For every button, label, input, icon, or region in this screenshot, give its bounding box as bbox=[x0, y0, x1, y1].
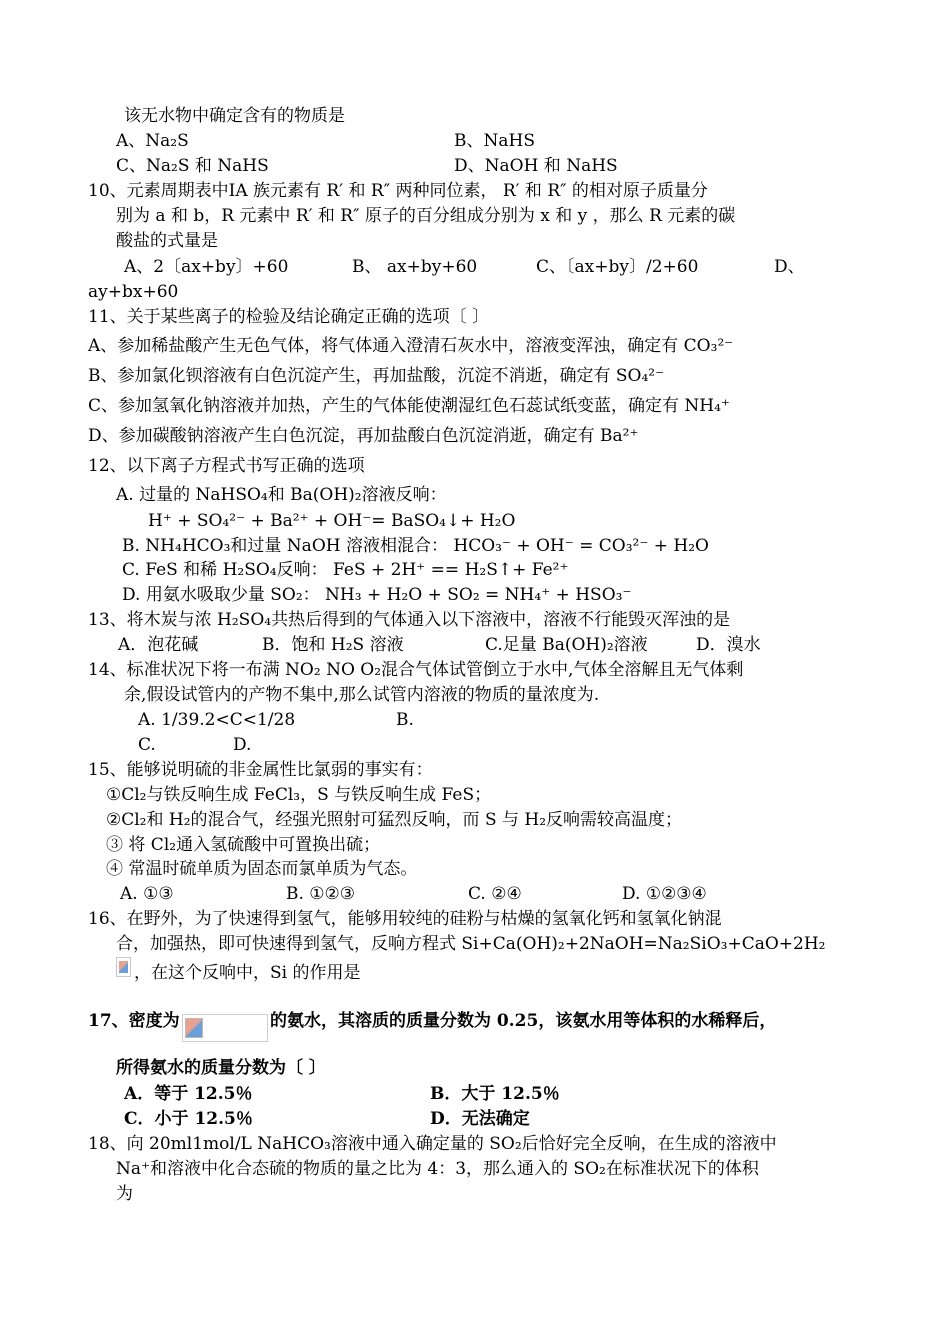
q9-option-a: A、Na₂S bbox=[116, 131, 189, 151]
q12-option-d: D. 用氨水吸取少量 SO₂： NH₃ + H₂O + SO₂ = NH₄⁺ + HSO₃⁻ bbox=[122, 585, 632, 605]
missing-formula-image bbox=[182, 1014, 268, 1042]
q10-option-d-label: D、 bbox=[774, 257, 805, 277]
q10-option-c: C、〔ax+by〕/2+60 bbox=[536, 257, 699, 277]
q17-option-c: C．小于 12.5％ bbox=[124, 1109, 253, 1129]
q15-fact-1: ①Cl₂与铁反响生成 FeCl₃，S 与铁反响生成 FeS； bbox=[106, 785, 492, 805]
q13-option-c: C.足量 Ba(OH)₂溶液 bbox=[485, 635, 648, 655]
q12-option-a: A. 过量的 NaHSO₄和 Ba(OH)₂溶液反响： bbox=[116, 485, 447, 505]
q16-stem-line-2: 合，加强热，即可快速得到氢气，反响方程式 Si+Ca(OH)₂+2NaOH=Na₂SiO₃+CaO+2H₂ bbox=[116, 934, 826, 954]
q14-option-c: C. bbox=[138, 735, 156, 755]
q15-option-a: A. ①③ bbox=[120, 884, 174, 904]
q15-option-d: D. ①②③④ bbox=[622, 884, 707, 904]
q13-option-b: B．饱和 H₂S 溶液 bbox=[262, 635, 404, 655]
q15-stem: 15、能够说明硫的非金属性比氯弱的事实有： bbox=[88, 760, 433, 780]
q11-option-c: C、参加氢氧化钠溶液并加热，产生的气体能使潮湿红色石蕊试纸变蓝，确定有 NH₄⁺ bbox=[88, 396, 730, 416]
q16-stem-line-1: 16、在野外，为了快速得到氢气，能够用较纯的硅粉与枯燥的氢氧化钙和氢氧化钠混 bbox=[88, 909, 722, 929]
q10-option-b: B、 ax+by+60 bbox=[352, 257, 478, 277]
q12-option-c: C. FeS 和稀 H₂SO₄反响： FeS + 2H⁺ == H₂S↑+ Fe²⁺ bbox=[122, 560, 569, 580]
q9-option-c: C、Na₂S 和 NaHS bbox=[116, 156, 269, 176]
q16-stem-line-3: ，在这个反响中，Si 的作用是 bbox=[134, 963, 361, 983]
q11-option-d: D、参加碳酸钠溶液产生白色沉淀，再加盐酸白色沉淀消逝，确定有 Ba²⁺ bbox=[88, 426, 639, 446]
q15-option-c: C. ②④ bbox=[468, 884, 522, 904]
q17-option-a: A．等于 12.5％ bbox=[124, 1084, 253, 1104]
q13-stem: 13、将木炭与浓 H₂SO₄共热后得到的气体通入以下溶液中，溶液不行能毁灭浑浊的是 bbox=[88, 610, 731, 630]
q15-fact-2: ②Cl₂和 H₂的混合气，经强光照射可猛烈反响，而 S 与 H₂反响需较高温度； bbox=[106, 810, 683, 830]
q11-option-b: B、参加氯化钡溶液有白色沉淀产生，再加盐酸，沉淀不消逝，确定有 SO₄²⁻ bbox=[88, 366, 665, 386]
q12-option-b: B. NH₄HCO₃和过量 NaOH 溶液相混合： HCO₃⁻ + OH⁻ = CO₃²⁻ + H₂O bbox=[122, 536, 709, 556]
q17-stem-line-2: 所得氨水的质量分数为〔 〕 bbox=[116, 1058, 326, 1078]
q10-option-a: A、2〔ax+by〕+60 bbox=[124, 257, 289, 277]
q10-option-d-value: ay+bx+60 bbox=[88, 282, 179, 302]
broken-image-icon bbox=[185, 1018, 203, 1038]
q17-option-d: D．无法确定 bbox=[430, 1109, 530, 1129]
q17-option-b: B．大于 12.5％ bbox=[430, 1084, 560, 1104]
q14-stem-line-2: 余,假设试管内的产物不集中,那么试管内溶液的物质的量浓度为. bbox=[124, 685, 600, 705]
q13-option-d: D．溴水 bbox=[696, 635, 761, 655]
q13-option-a: A．泡花碱 bbox=[118, 635, 199, 655]
q18-stem-line-1: 18、向 20ml1mol/L NaHCO₃溶液中通入确定量的 SO₂后恰好完全反响，在生成的溶液中 bbox=[88, 1134, 777, 1154]
q14-option-a: A. 1/39.2<C<1/28 bbox=[138, 710, 296, 730]
q9-option-b: B、NaHS bbox=[454, 131, 535, 151]
q18-stem-line-2: Na⁺和溶液中化合态硫的物质的量之比为 4：3，那么通入的 SO₂在标准状况下的体积 bbox=[116, 1159, 759, 1179]
q17-stem-start: 17、密度为 bbox=[88, 1011, 180, 1031]
q11-stem: 11、关于某些离子的检验及结论确定正确的选项〔 〕 bbox=[88, 307, 490, 327]
q11-option-a: A、参加稀盐酸产生无色气体，将气体通入澄清石灰水中，溶液变浑浊，确定有 CO₃²⁻ bbox=[88, 336, 734, 356]
broken-image-icon bbox=[116, 957, 131, 977]
q14-option-b: B. bbox=[396, 710, 414, 730]
q14-stem-line-1: 14、标准状况下将一布满 NO₂ NO O₂混合气体试管倒立于水中,气体全溶解且无气体剩 bbox=[88, 660, 744, 680]
q15-option-b: B. ①②③ bbox=[286, 884, 356, 904]
q15-fact-4: ④ 常温时硫单质为固态而氯单质为气态。 bbox=[106, 859, 418, 879]
q9-stem-line: 该无水物中确定含有的物质是 bbox=[124, 106, 345, 126]
q14-option-d: D. bbox=[233, 735, 252, 755]
q10-stem-line-1: 10、元素周期表中ⅠA 族元素有 R′ 和 R″ 两种同位素， R′ 和 R″ 的相对原子质量分 bbox=[88, 181, 708, 201]
q12-option-a-equation: H⁺ + SO₄²⁻ + Ba²⁺ + OH⁻= BaSO₄↓+ H₂O bbox=[148, 511, 516, 531]
q18-stem-line-3: 为 bbox=[116, 1184, 133, 1204]
q15-fact-3: ③ 将 Cl₂通入氢硫酸中可置换出硫； bbox=[106, 835, 381, 855]
q17-stem-end: 的氨水，其溶质的质量分数为 0.25，该氨水用等体积的水稀释后， bbox=[270, 1011, 777, 1031]
q9-option-d: D、NaOH 和 NaHS bbox=[454, 156, 618, 176]
q12-stem: 12、以下离子方程式书写正确的选项 bbox=[88, 456, 365, 476]
q10-stem-line-2: 别为 a 和 b，R 元素中 R′ 和 R″ 原子的百分组成分别为 x 和 y ，那么 R 元素的碳 bbox=[116, 206, 736, 226]
q10-stem-line-3: 酸盐的式量是 bbox=[116, 231, 218, 251]
